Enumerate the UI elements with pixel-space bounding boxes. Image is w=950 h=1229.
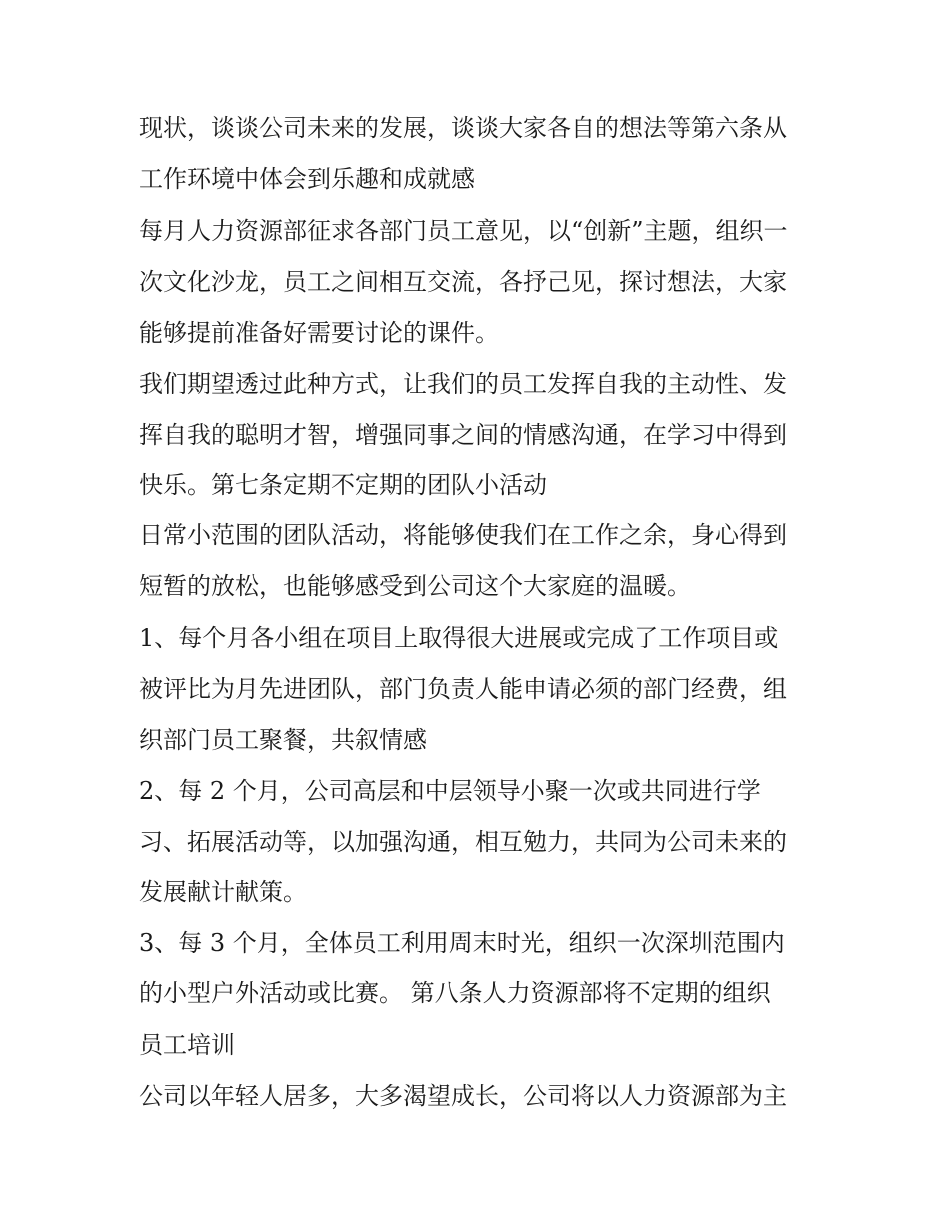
text-line: 次文化沙龙，员工之间相互交流，各抒己见，探讨想法，大家 — [139, 268, 787, 296]
text-line: 短暂的放松，也能够感受到公司这个大家庭的温暖。 — [139, 572, 691, 600]
text-line: 快乐。第七条定期不定期的团队小活动 — [139, 471, 547, 499]
text-line: 被评比为月先进团队，部门负责人能申请必须的部门经费，组 — [139, 675, 787, 703]
text-line: 挥自我的聪明才智，增强同事之间的情感沟通，在学习中得到 — [139, 421, 787, 449]
text-line: 每月人力资源部征求各部门员工意见，以“创新”主题，组织一 — [139, 217, 788, 245]
text-line: 3、每 3 个月，全体员工利用周末时光，组织一次深圳范围内 — [139, 929, 785, 957]
text-line: 2、每 2 个月，公司高层和中层领导小聚一次或共同进行学 — [139, 777, 761, 805]
text-line: 的小型户外活动或比赛。 第八条人力资源部将不定期的组织 — [139, 979, 771, 1007]
text-line: 我们期望透过此种方式，让我们的员工发挥自我的主动性、发 — [139, 370, 787, 398]
text-line: 习、拓展活动等，以加强沟通，相互勉力，共同为公司未来的 — [139, 828, 787, 856]
text-line: 现状，谈谈公司未来的发展，谈谈大家各自的想法等第六条从 — [139, 114, 787, 142]
text-line: 员工培训 — [139, 1031, 235, 1059]
text-line: 工作环境中体会到乐趣和成就感 — [139, 165, 475, 193]
text-line: 公司以年轻人居多，大多渴望成长，公司将以人力资源部为主 — [139, 1082, 787, 1110]
text-line: 发展献计献策。 — [139, 878, 307, 906]
text-line: 1、每个月各小组在项目上取得很大进展或完成了工作项目或 — [139, 624, 779, 652]
text-line: 能够提前准备好需要讨论的课件。 — [139, 319, 499, 347]
text-line: 日常小范围的团队活动，将能够使我们在工作之余，身心得到 — [139, 521, 787, 549]
text-line: 织部门员工聚餐，共叙情感 — [139, 726, 427, 754]
